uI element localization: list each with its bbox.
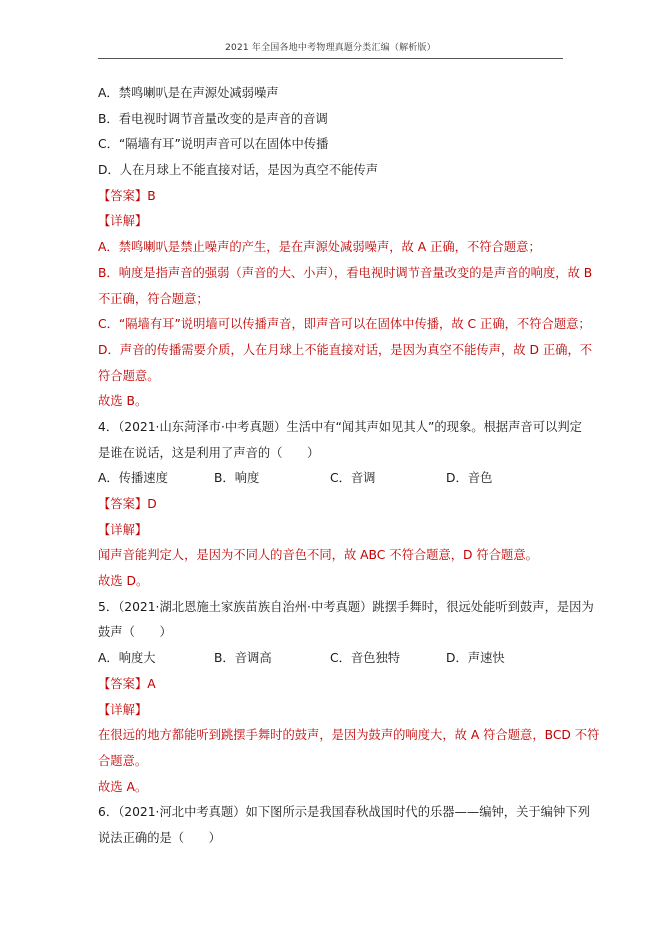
q5-explain-line: 在很远的地方都能听到跳摆手舞时的鼓声，是因为鼓声的响度大，故 A 符合题意，BCD 不符 — [98, 728, 600, 743]
q4-option-b: B．响度 — [214, 471, 260, 486]
q3-conclusion: 故选 B。 — [98, 394, 148, 409]
q3-explain-line: C．“隔墙有耳”说明墙可以传播声音，即声音可以在固体中传播，故 C 正确，不符合题意； — [98, 317, 591, 332]
document-body — [98, 81, 600, 852]
q4-option-c: C．音调 — [330, 471, 376, 486]
q3-option-a: A．禁鸣喇叭是在声源处减弱噪声 — [98, 86, 279, 100]
page-header: 2021 年全国各地中考物理真题分类汇编（解析版） — [225, 43, 436, 53]
q3-explain-line: 符合题意。 — [98, 368, 160, 383]
q4-option-a: A．传播速度 — [98, 471, 168, 486]
q5-option-c: C．音色独特 — [330, 651, 401, 666]
q3-option-c: C．“隔墙有耳”说明声音可以在固体中传播 — [98, 137, 329, 152]
q4-conclusion: 故选 D。 — [98, 574, 149, 589]
q4-answer: 【答案】D — [98, 497, 157, 511]
q3-answer: 【答案】B — [98, 188, 156, 203]
q3-explain-line: A．禁鸣喇叭是禁止噪声的产生，是在声源处减弱噪声，故 A 正确，不符合题意； — [98, 240, 541, 255]
q3-explain-line: B．响度是指声音的强弱（声音的大、小声），看电视时调节音量改变的是声音的响度，故 B — [98, 265, 593, 280]
q5-option-b: B．音调高 — [214, 651, 272, 666]
q5-answer: 【答案】A — [98, 676, 156, 691]
q3-option-b: B．看电视时调节音量改变的是声音的音调 — [98, 111, 328, 126]
q3-option-d: D．人在月球上不能直接对话，是因为真空不能传声 — [98, 163, 379, 178]
q4-stem-line: 4．（2021·山东菏泽市·中考真题）生活中有“闻其声如见其人”的现象。根据声音可以判定 — [98, 419, 582, 434]
q6-stem-line: 6．（2021·河北中考真题）如下图所示是我国春秋战国时代的乐器——编钟，关于编钟下列 — [98, 805, 590, 820]
q3-detail-label: 【详解】 — [98, 214, 148, 229]
q4-options — [98, 466, 563, 492]
q5-stem-line: 5．（2021·湖北恩施土家族苗族自治州·中考真题）跳摆手舞时，很远处能听到鼓声，是因为 — [98, 599, 594, 614]
q4-explain-line: 闻声音能判定人，是因为不同人的音色不同，故 ABC 不符合题意，D 符合题意。 — [98, 548, 538, 563]
q5-stem-line: 鼓声（ ） — [98, 625, 172, 640]
q5-option-a: A．响度大 — [98, 651, 156, 666]
q4-detail-label: 【详解】 — [98, 522, 148, 537]
header-divider — [98, 58, 563, 59]
q4-option-d: D．音色 — [446, 471, 493, 486]
q3-explain-line: D．声音的传播需要介质，人在月球上不能直接对话，是因为真空不能传声，故 D 正确，不 — [98, 342, 593, 357]
q5-conclusion: 故选 A。 — [98, 779, 148, 794]
q5-explain-line: 合题意。 — [98, 753, 148, 768]
q5-detail-label: 【详解】 — [98, 702, 148, 717]
q5-options — [98, 646, 563, 672]
q5-option-d: D．声速快 — [446, 651, 505, 666]
q6-stem-line: 说法正确的是（ ） — [98, 830, 221, 845]
q3-explain-line: 不正确，符合题意； — [98, 291, 209, 306]
q4-stem-line: 是谁在说话，这是利用了声音的（ ） — [98, 445, 320, 460]
